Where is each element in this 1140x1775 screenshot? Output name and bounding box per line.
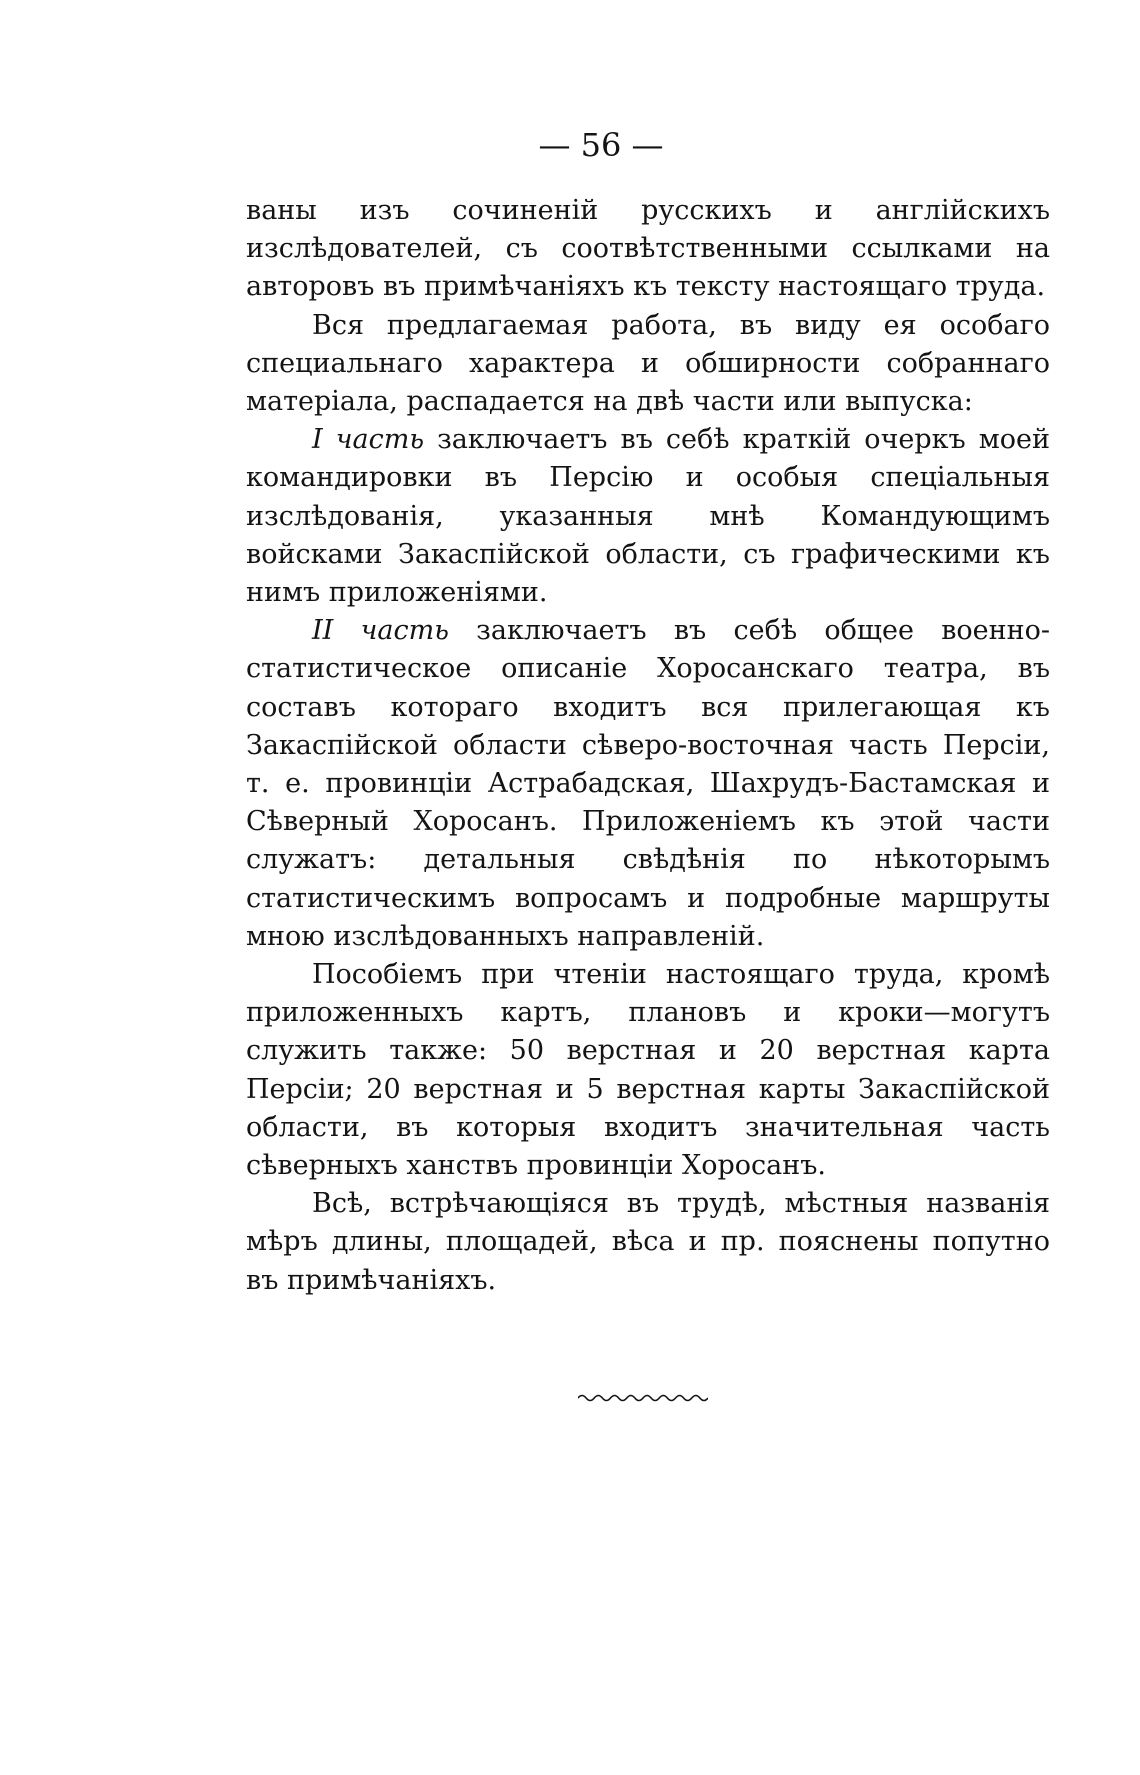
page-number: — 56 —: [538, 126, 664, 164]
paragraph-6: Всѣ, встрѣчающіяся въ трудѣ, мѣстныя названія мѣръ длины, площадей, вѣса и пр. пояснены попутно въ примѣчаніяхъ.: [246, 1188, 1050, 1296]
paragraph-2: Вся предлагаемая работа, въ виду ея особаго специальнаго характера и обширности собраннаго матеріала, распадается на двѣ части или выпуска:: [246, 309, 1050, 418]
part-two-text: заключаетъ въ себѣ общее военно-статистическое описаніе Хоросанскаго театра, въ составъ котораго входитъ вся прилегающая къ Закаспійской области сѣверо-восточная часть Персіи, т. е. провинціи Астрабадская, Шахрудъ-Бастамская и Сѣверный Хоросанъ. Приложеніемъ къ этой части служатъ: детальныя свѣдѣнія по нѣкоторымъ статистическимъ вопросамъ и подробные маршруты мною изслѣдованныхъ направленій.: [246, 615, 1051, 952]
wavy-divider-ornament: [578, 1392, 708, 1404]
part-one-label: I часть: [312, 424, 425, 456]
paragraph-1: ваны изъ сочиненій русскихъ и англійскихъ изслѣдователей, съ соотвѣтственными ссылками на авторовъ въ примѣчаніяхъ къ тексту настоящаго труда.: [246, 195, 1050, 303]
paragraph-3: [246, 421, 1050, 612]
body-text: [246, 192, 1050, 1300]
part-two-label: II часть: [312, 615, 449, 647]
paragraph-4: [246, 612, 1050, 956]
part-one-text: заключаетъ въ себѣ краткій очеркъ моей командировки въ Персію и особыя спеціальныя изслѣдованія, указанныя мнѣ Командующимъ войсками Закаспійской области, съ графическими къ нимъ приложеніями.: [246, 424, 1050, 609]
paragraph-5: Пособіемъ при чтеніи настоящаго труда, кромѣ приложенныхъ картъ, плановъ и кроки—могутъ служить также: 50 верстная и 20 верстная карта Персіи; 20 верстная и 5 верстная карты Закаспійской области, въ которыя входитъ значительная часть сѣверныхъ ханствъ провинціи Хоросанъ.: [246, 959, 1050, 1182]
